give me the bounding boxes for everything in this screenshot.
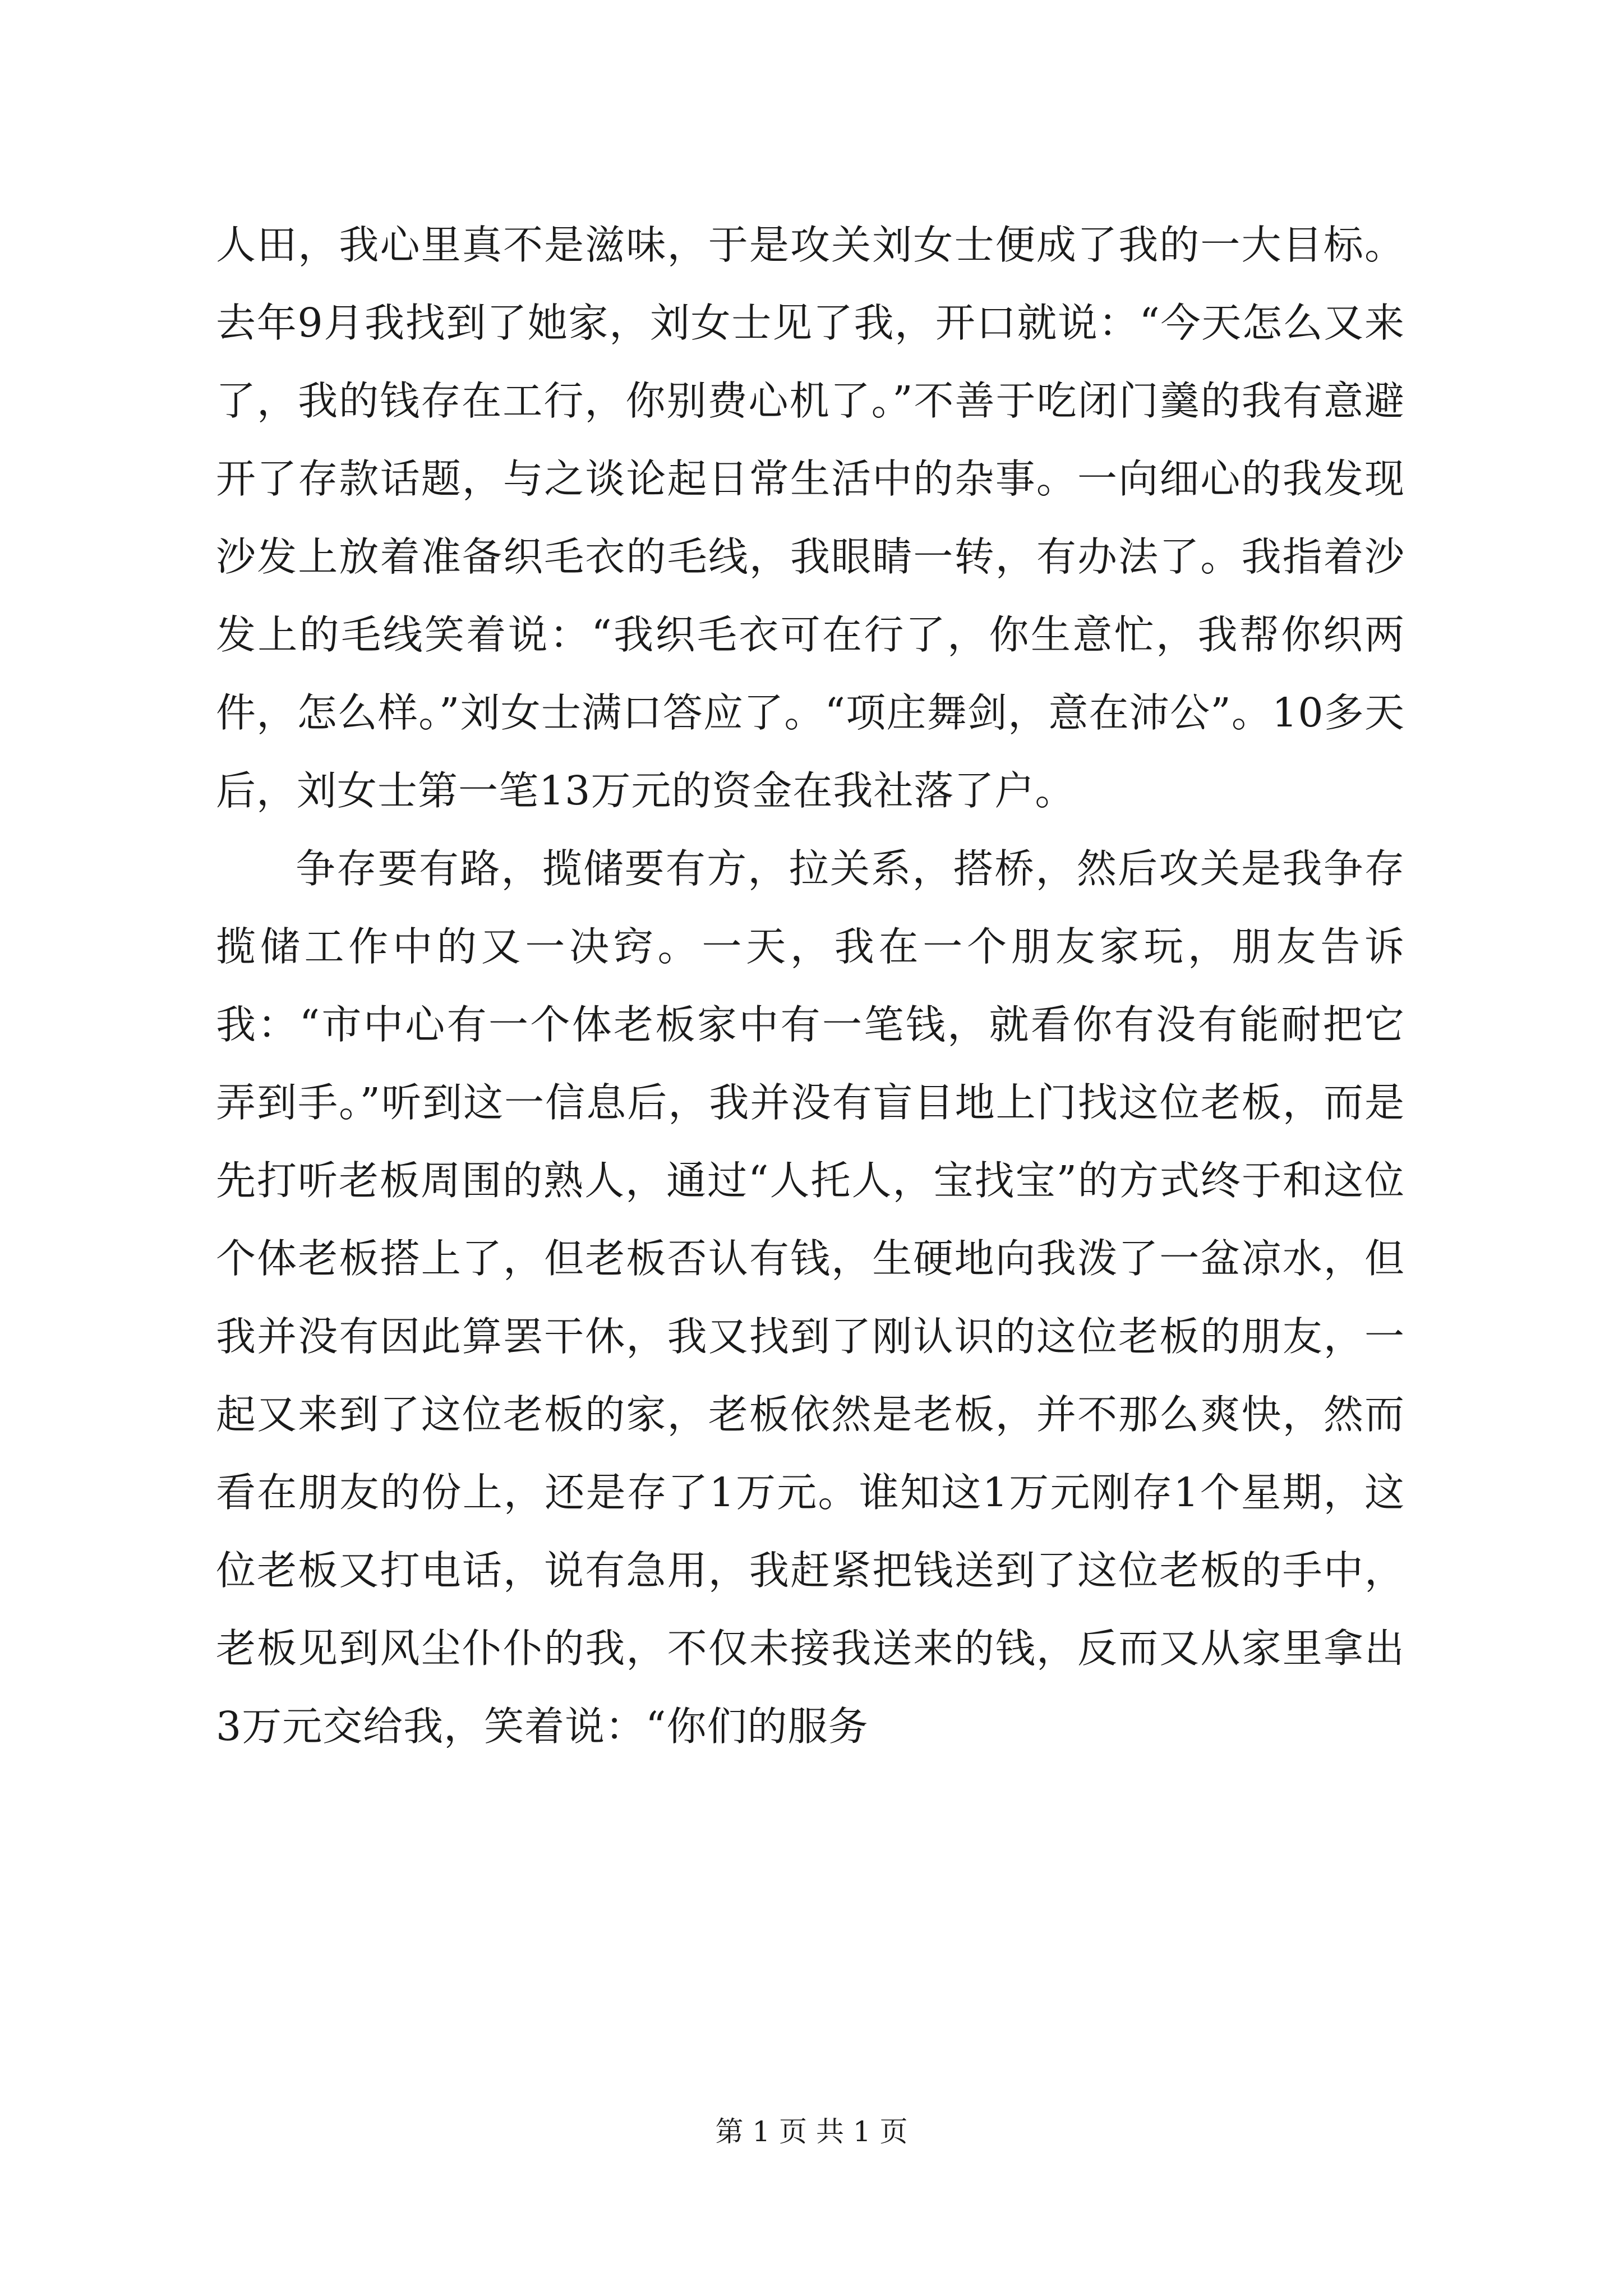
page-footer (0, 2109, 1623, 2150)
paragraph-2: 争存要有路，揽储要有方，拉关系，搭桥，然后攻关是我争存揽储工作中的又一决窍。一天，我在一个朋友家玩，朋友告诉我：“市中心有一个体老板家中有一笔钱，就看你有没有能耐把它弄到手。”听到这一信息后，我并没有盲目地上门找这位老板，而是先打听老板周围的熟人，通过“人托人，宝找宝”的方式终于和这位个体老板搭上了，但老板否认有钱，生硬地向我泼了一盆凉水，但我并没有因此算罢干休，我又找到了刚认识的这位老板的朋友，一起又来到了这位老板的家，老板依然是老板，并不那么爽快，然而看在朋友的份上，还是存了1万元。谁知这1万元刚存1个星期，这位老板又打电话，说有急用，我赶紧把钱送到了这位老板的手中，老板见到风尘仆仆的我，不仅未接我送来的钱，反而又从家里拿出3万元交给我，笑着说：“你们的服务 (216, 845, 1405, 1750)
page-number: 第 1 页 共 1 页 (715, 2115, 908, 2148)
paragraph-1: 人田，我心里真不是滋味，于是攻关刘女士便成了我的一大目标。去年9月我找到了她家，刘女士见了我，开口就说：“今天怎么又来了，我的钱存在工行，你别费心机了。”不善于吃闭门羹的我有意避开了存款话题，与之谈论起日常生活中的杂事。一向细心的我发现沙发上放着准备织毛衣的毛线，我眼睛一转，有办法了。我指着沙发上的毛线笑着说：“我织毛衣可在行了，你生意忙，我帮你织两件，怎么样。”刘女士满口答应了。“项庄舞剑，意在沛公”。10多天后，刘女士第一笔13万元的资金在我社落了户。 (216, 222, 1405, 814)
document-body (216, 206, 1405, 1765)
